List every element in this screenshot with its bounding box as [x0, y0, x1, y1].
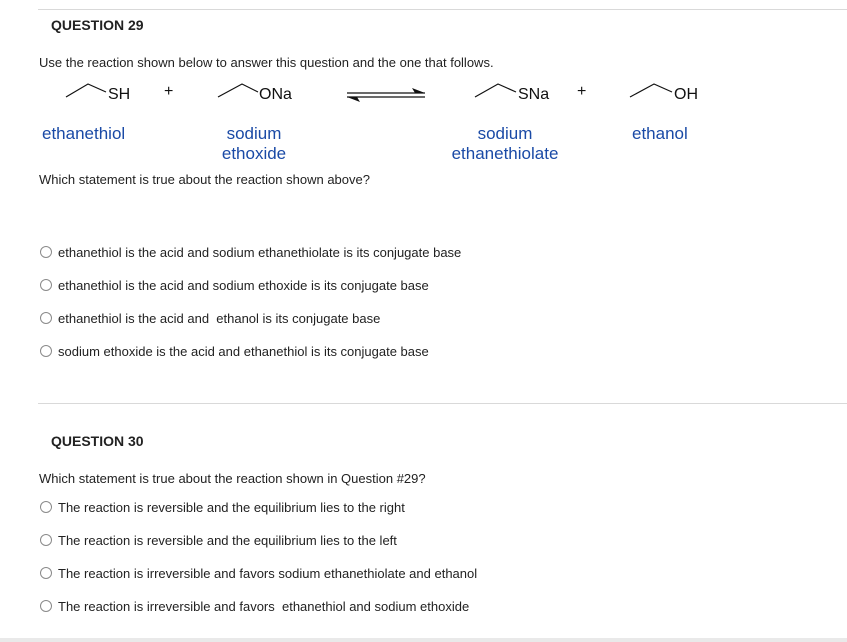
radio-button[interactable] — [40, 345, 52, 357]
question-29-prompt: Which statement is true about the reaction shown above? — [39, 172, 370, 187]
q29-option-2-label: ethanethiol is the acid and sodium ethoxide is its conjugate base — [58, 277, 429, 293]
plus-sign-1: + — [164, 83, 174, 100]
question-30-prompt: Which statement is true about the reaction shown in Question #29? — [39, 471, 426, 486]
radio-button[interactable] — [40, 600, 52, 612]
sodium-ethoxide-name-line2: ethoxide — [221, 144, 287, 163]
radio-button[interactable] — [40, 246, 52, 258]
ethanol-skeleton — [630, 84, 672, 97]
radio-button[interactable] — [40, 312, 52, 324]
radio-button[interactable] — [40, 567, 52, 579]
forward-arrow-head — [412, 88, 425, 93]
sodium-ethanethiolate-name-line1: sodium — [477, 124, 533, 143]
ethanethiol-name: ethanethiol — [42, 124, 126, 143]
q30-option-4-label: The reaction is irreversible and favors ethanethiol and sodium ethoxide — [58, 598, 470, 614]
radio-button[interactable] — [40, 279, 52, 291]
reaction-scheme — [0, 0, 847, 170]
question-29-instruction: Use the reaction shown below to answer this question and the one that follows. — [39, 55, 494, 70]
sodium-ethanethiolate-skeleton — [475, 84, 516, 97]
plus-sign-2: + — [577, 83, 587, 100]
q30-option-2[interactable] — [40, 532, 397, 548]
q29-option-1[interactable] — [40, 244, 461, 260]
ethanol-oh-group: OH — [674, 86, 698, 103]
q29-option-3-label: ethanethiol is the acid and ethanol is its conjugate base — [58, 310, 381, 326]
q29-option-3[interactable] — [40, 310, 380, 326]
bottom-bar — [0, 638, 847, 642]
sodium-ethanethiolate-name-line2: ethanethiolate — [451, 144, 559, 163]
q30-option-4[interactable] — [40, 598, 469, 614]
sodium-ethoxide-skeleton — [218, 84, 258, 97]
q29-option-1-label: ethanethiol is the acid and sodium ethanethiolate is its conjugate base — [58, 244, 462, 260]
question-29-title: QUESTION 29 — [51, 17, 144, 33]
sodium-ethoxide-ona-group: ONa — [259, 86, 292, 103]
q30-option-1-label: The reaction is reversible and the equilibrium lies to the right — [58, 499, 405, 515]
ethanol-name: ethanol — [632, 124, 688, 143]
q30-option-2-label: The reaction is reversible and the equilibrium lies to the left — [58, 532, 397, 548]
q30-option-3[interactable] — [40, 565, 477, 581]
q29-option-4-label: sodium ethoxide is the acid and ethanethiol is its conjugate base — [58, 343, 429, 359]
middle-divider — [38, 403, 847, 404]
sodium-ethoxide-name-line1: sodium — [226, 124, 282, 143]
sodium-ethoxide-name — [214, 124, 294, 164]
q29-option-4[interactable] — [40, 343, 429, 359]
question-30-title: QUESTION 30 — [51, 433, 144, 449]
reverse-arrow-head — [347, 97, 360, 102]
radio-button[interactable] — [40, 501, 52, 513]
sodium-ethanethiolate-name — [441, 124, 569, 164]
sodium-ethanethiolate-sna-group: SNa — [518, 86, 550, 103]
radio-button[interactable] — [40, 534, 52, 546]
ethanethiol-skeleton — [66, 84, 106, 97]
q30-option-1[interactable] — [40, 499, 405, 515]
q30-option-3-label: The reaction is irreversible and favors sodium ethanethiolate and ethanol — [58, 565, 478, 581]
q29-option-2[interactable] — [40, 277, 429, 293]
ethanethiol-sh-group: SH — [108, 86, 131, 103]
